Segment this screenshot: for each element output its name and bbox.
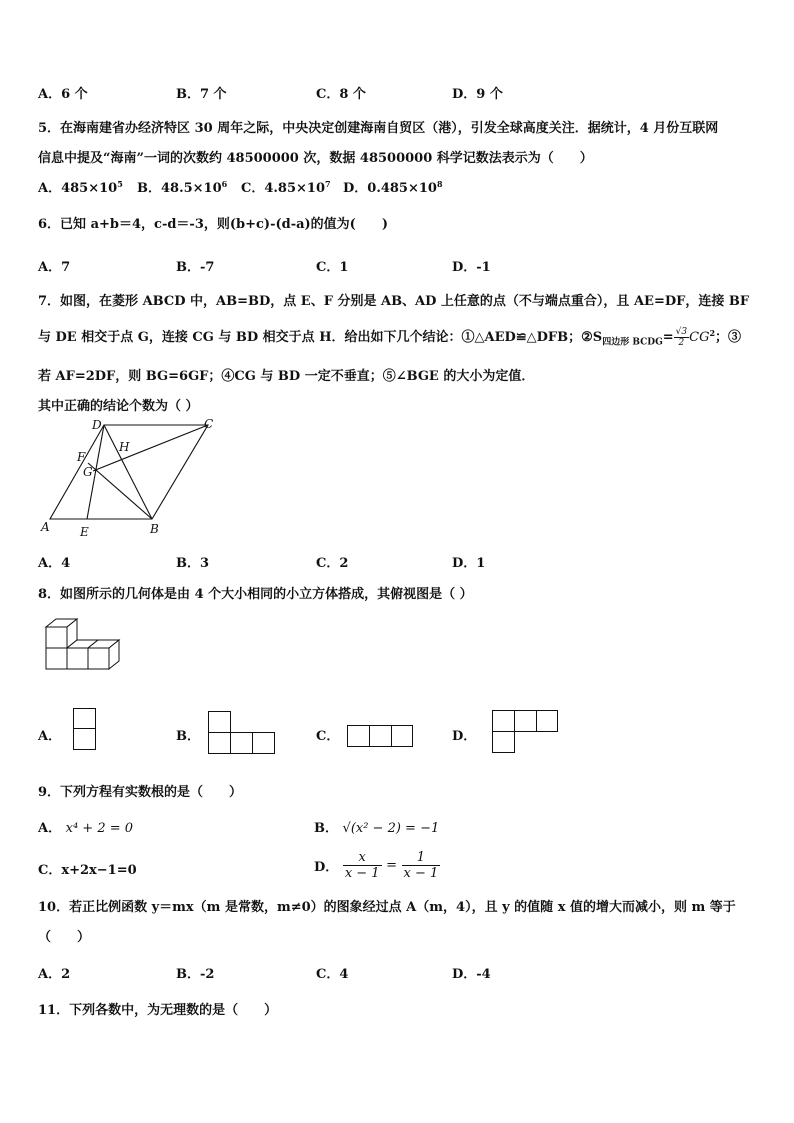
q8-b-square-1 <box>208 711 231 733</box>
q8-b-square-4 <box>252 732 275 754</box>
segment-cg <box>93 425 208 471</box>
q5-option-c: C．$4.85\times 10^7$ <box>241 179 331 196</box>
q10-stem-line2: （ ） <box>38 930 91 945</box>
q4-option-d: D．9 个 <box>452 87 503 102</box>
q8-d-square-2 <box>514 710 537 732</box>
q4-option-c: C．8 个 <box>316 87 366 102</box>
q8-c-square-3 <box>391 725 413 747</box>
q4-option-a: A．6 个 <box>38 87 88 102</box>
q10-stem-line1: 10．若正比例函数 y＝mx（m 是常数，m≠0）的图象经过点 A（m，4），且 y 的值随 x 值的增大而减小，则 m 等于 <box>38 900 736 915</box>
q7-option-a: A．4 <box>38 556 71 571</box>
label-e: E <box>80 525 89 539</box>
q7-option-c: C．2 <box>316 556 349 571</box>
q5-stem-line1: 5．在海南建省办经济特区 30 周年之际，中央决定创建海南自贸区（港），引发全球高度关注．据统计，4 月份互联网 <box>38 121 719 136</box>
q8-c-square-1 <box>347 725 370 747</box>
q9-a-equation: x⁴ + 2 = 0 <box>65 821 134 836</box>
q6-option-b: B．-7 <box>176 260 215 275</box>
rhombus-figure <box>38 415 228 545</box>
q9-stem: 9．下列方程有实数根的是（ ） <box>38 785 243 800</box>
q5-option-a: A．$485\times 10^5$ <box>38 179 123 196</box>
label-b: B <box>150 522 159 536</box>
q7-stem-line3: 若 AF=2DF，则 BG=6GF；④CG 与 BD 一定不垂直；⑤∠BGE 的大小为定值． <box>38 369 535 384</box>
q10-option-c: C．4 <box>316 967 349 982</box>
q10-option-a: A．2 <box>38 967 71 982</box>
q11-stem: 11．下列各数中，为无理数的是（ ） <box>38 1003 278 1018</box>
label-d: D <box>92 418 102 432</box>
q9-option-a: A． x⁴ + 2 = 0 <box>38 821 134 836</box>
q8-option-d: D． <box>452 729 477 744</box>
q10-option-d: D．-4 <box>452 967 491 982</box>
q8-option-b: B． <box>176 729 200 744</box>
q7-stem-line4: 其中正确的结论个数为（ ） <box>38 399 199 414</box>
q9-d-fraction-right: $\frac{1}{x - 1}$ <box>403 850 439 881</box>
q6-option-a: A．7 <box>38 260 71 275</box>
q7-stem-line1: 7．如图，在菱形 ABCD 中，AB=BD，点 E、F 分别是 AB、AD 上任意的点（不与端点重合），且 AE=DF，连接 BF <box>38 294 750 309</box>
q9-option-b: B． √(x² − 2) = −1 <box>314 821 440 836</box>
q8-a-square-2 <box>73 728 96 750</box>
cube-solid-figure <box>40 617 130 679</box>
q7-fraction: $\frac{√3}{2}$ <box>675 327 688 348</box>
q8-a-square-1 <box>73 708 96 729</box>
q8-option-a: A． <box>38 729 62 744</box>
q8-c-square-2 <box>369 725 392 747</box>
q5-option-d: D．$0.485\times 10^8$ <box>343 179 443 196</box>
label-g: G <box>83 465 93 479</box>
q7-option-d: D．1 <box>452 556 486 571</box>
q4-option-b: B．7 个 <box>176 87 227 102</box>
label-h: H <box>119 440 130 454</box>
q8-stem: 8．如图所示的几何体是由 4 个大小相同的小立方体搭成，其俯视图是（ ） <box>38 587 473 602</box>
q9-option-c: C．x+2x−1=0 <box>38 863 137 878</box>
q6-option-d: D．-1 <box>452 260 491 275</box>
label-a: A <box>41 520 50 534</box>
q8-b-square-3 <box>230 732 253 754</box>
q8-d-square-4 <box>492 731 515 753</box>
label-c: C <box>204 417 214 431</box>
q8-b-square-2 <box>208 732 231 754</box>
q8-option-c: C． <box>316 729 340 744</box>
q10-option-b: B．-2 <box>176 967 215 982</box>
label-f: F <box>77 450 86 464</box>
q9-b-equation: √(x² − 2) = −1 <box>342 821 440 836</box>
q7-stem-line2: 与 DE 相交于点 G，连接 CG 与 BD 相交于点 H．给出如下几个结论：①△AED≌△DFB；$②S_{四边形 BCDG}=$ $\frac{√3}{2}$ $CG^2$；③ <box>38 327 742 348</box>
q7-option-b: B．3 <box>176 556 210 571</box>
q5-stem-line2: 信息中提及“海南”一词的次数约 48500000 次，数据 48500000 科学记数法表示为（ ） <box>38 151 593 166</box>
q9-option-d: D． $\frac{x}{x - 1}$ = $\frac{1}{x - 1}$ <box>314 850 439 881</box>
q9-d-fraction-left: $\frac{x}{x - 1}$ <box>344 850 380 881</box>
segment-bf <box>88 463 152 519</box>
q8-d-square-1 <box>492 710 515 732</box>
q6-stem: 6．已知 a+b＝4，c-d＝-3，则(b+c)-(d-a)的值为( ) <box>38 217 388 232</box>
q8-d-square-3 <box>536 710 558 732</box>
q6-option-c: C．1 <box>316 260 349 275</box>
q5-option-b: B．$48.5\times 10^6$ <box>137 179 228 196</box>
